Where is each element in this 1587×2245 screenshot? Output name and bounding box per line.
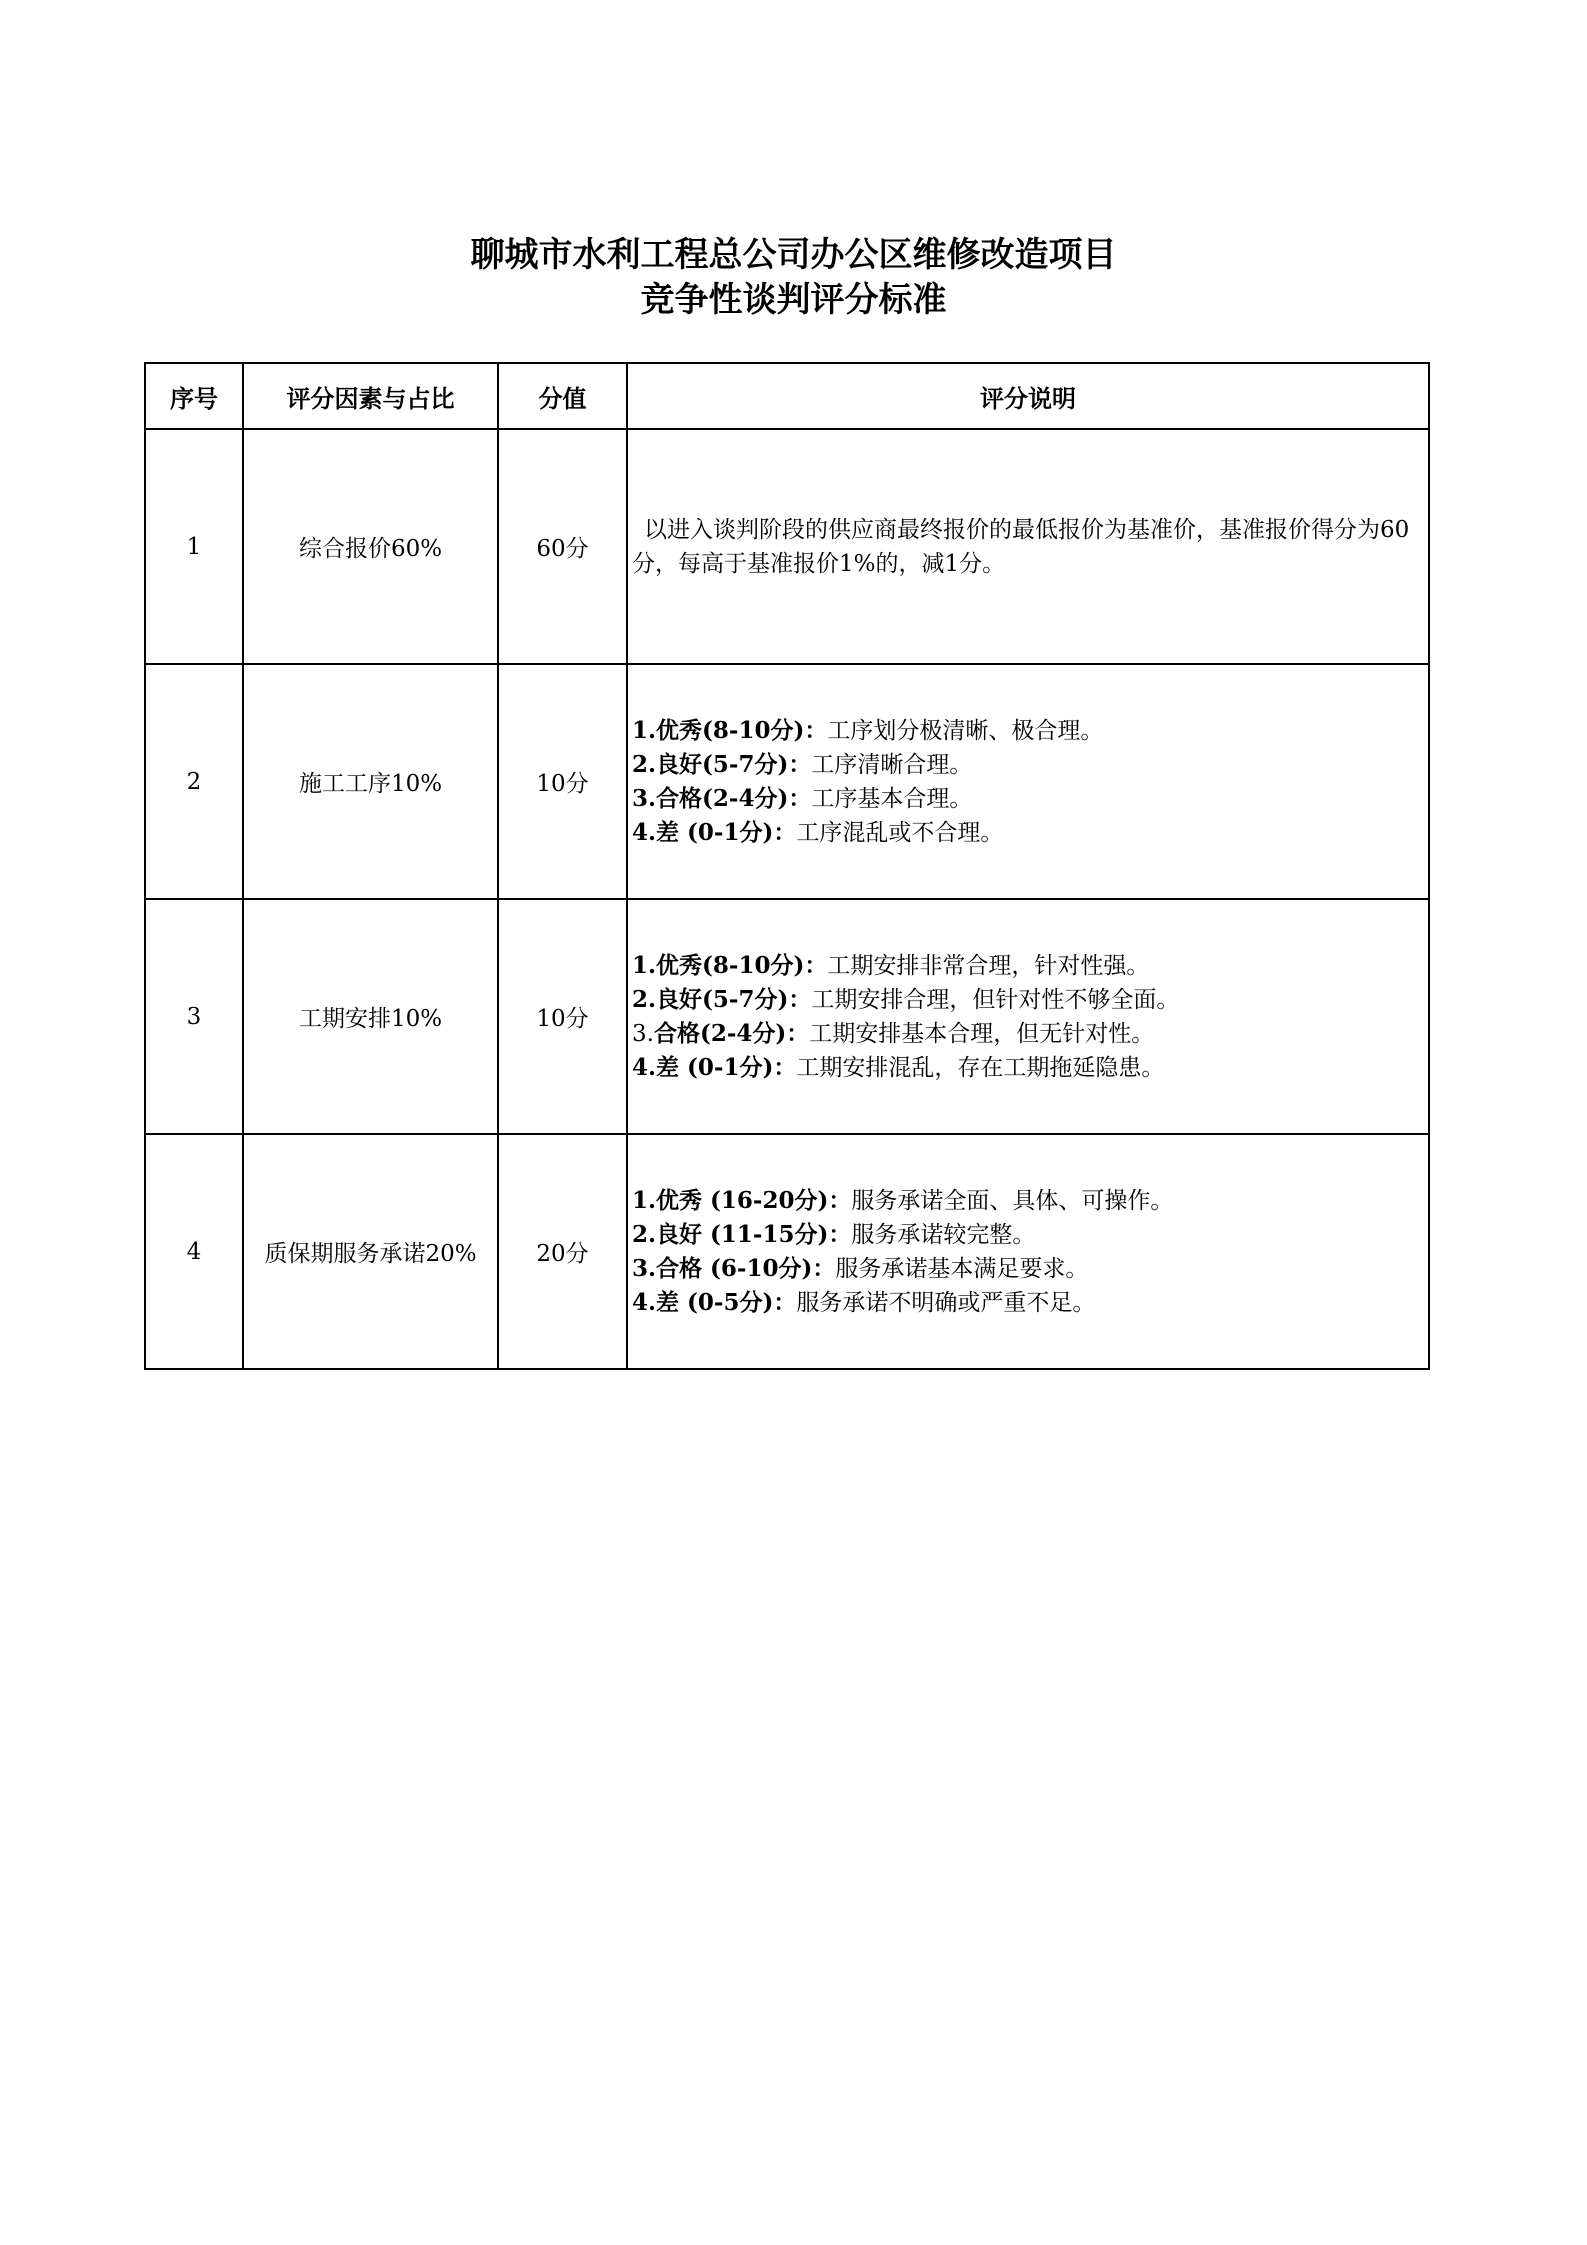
criteria-text: 工序清晰合理。 bbox=[811, 751, 973, 778]
criteria-text: 服务承诺基本满足要求。 bbox=[835, 1255, 1089, 1282]
criteria-grade: 合格(2-4分)： bbox=[653, 1019, 810, 1047]
table-row bbox=[145, 899, 1429, 1134]
header-description: 评分说明 bbox=[627, 363, 1429, 429]
header-points: 分值 bbox=[498, 363, 627, 429]
table-row bbox=[145, 429, 1429, 664]
criteria-line bbox=[632, 1017, 1424, 1051]
row-num: 1 bbox=[145, 429, 243, 664]
row-factor: 质保期服务承诺20% bbox=[243, 1134, 498, 1369]
criteria-grade: 4.差 (0-1分)： bbox=[632, 1053, 797, 1081]
table-header-row bbox=[145, 363, 1429, 429]
document-title: 聊城市水利工程总公司办公区维修改造项目 bbox=[470, 235, 1117, 275]
criteria-text: 工期安排基本合理，但无针对性。 bbox=[809, 1020, 1155, 1047]
row-description bbox=[627, 899, 1429, 1134]
row-points: 60分 bbox=[498, 429, 627, 664]
row-factor: 综合报价60% bbox=[243, 429, 498, 664]
criteria-grade: 2.良好 (11-15分)： bbox=[632, 1220, 852, 1248]
description-text: 以进入谈判阶段的供应商最终报价的最低报价为基准价，基准报价得分为60分，每高于基准报价1%的，减1分。 bbox=[632, 516, 1410, 577]
criteria-line bbox=[632, 1218, 1424, 1252]
criteria-number: 3. bbox=[632, 1020, 654, 1047]
table-row bbox=[145, 1134, 1429, 1369]
criteria-grade: 1.优秀(8-10分)： bbox=[632, 716, 828, 744]
table-row bbox=[145, 664, 1429, 899]
criteria-grade: 2.良好(5-7分)： bbox=[632, 985, 812, 1013]
row-description bbox=[627, 429, 1429, 664]
document-subtitle: 竞争性谈判评分标准 bbox=[640, 280, 947, 320]
criteria-text: 工序混乱或不合理。 bbox=[796, 819, 1004, 846]
criteria-line bbox=[632, 748, 1424, 782]
criteria-line bbox=[632, 1252, 1424, 1286]
criteria-text: 工序划分极清晰、极合理。 bbox=[827, 717, 1104, 744]
row-num: 3 bbox=[145, 899, 243, 1134]
header-factor: 评分因素与占比 bbox=[243, 363, 498, 429]
criteria-line bbox=[632, 949, 1424, 983]
row-description bbox=[627, 664, 1429, 899]
criteria-grade: 1.优秀(8-10分)： bbox=[632, 951, 828, 979]
criteria-text: 工期安排混乱，存在工期拖延隐患。 bbox=[796, 1054, 1165, 1081]
criteria-text: 服务承诺全面、具体、可操作。 bbox=[851, 1187, 1174, 1214]
criteria-line bbox=[632, 983, 1424, 1017]
criteria-line bbox=[632, 714, 1424, 748]
criteria-line bbox=[632, 1051, 1424, 1085]
criteria-grade: 4.差 (0-5分)： bbox=[632, 1288, 797, 1316]
criteria-line bbox=[632, 782, 1424, 816]
criteria-line bbox=[632, 1286, 1424, 1320]
criteria-text: 工期安排非常合理，针对性强。 bbox=[827, 952, 1150, 979]
row-points: 10分 bbox=[498, 899, 627, 1134]
row-points: 10分 bbox=[498, 664, 627, 899]
row-factor: 工期安排10% bbox=[243, 899, 498, 1134]
criteria-grade: 1.优秀 (16-20分)： bbox=[632, 1186, 852, 1214]
row-factor: 施工工序10% bbox=[243, 664, 498, 899]
criteria-grade: 4.差 (0-1分)： bbox=[632, 818, 797, 846]
criteria-text: 工序基本合理。 bbox=[811, 785, 973, 812]
row-points: 20分 bbox=[498, 1134, 627, 1369]
row-num: 2 bbox=[145, 664, 243, 899]
criteria-text: 服务承诺较完整。 bbox=[851, 1221, 1036, 1248]
scoring-table bbox=[144, 362, 1430, 1370]
criteria-grade: 2.良好(5-7分)： bbox=[632, 750, 812, 778]
criteria-grade: 3.合格 (6-10分)： bbox=[632, 1254, 836, 1282]
row-description bbox=[627, 1134, 1429, 1369]
header-num: 序号 bbox=[145, 363, 243, 429]
criteria-text: 工期安排合理，但针对性不够全面。 bbox=[811, 986, 1180, 1013]
criteria-text: 服务承诺不明确或严重不足。 bbox=[796, 1289, 1096, 1316]
row-num: 4 bbox=[145, 1134, 243, 1369]
criteria-line bbox=[632, 1184, 1424, 1218]
criteria-grade: 3.合格(2-4分)： bbox=[632, 784, 812, 812]
criteria-line bbox=[632, 816, 1424, 850]
